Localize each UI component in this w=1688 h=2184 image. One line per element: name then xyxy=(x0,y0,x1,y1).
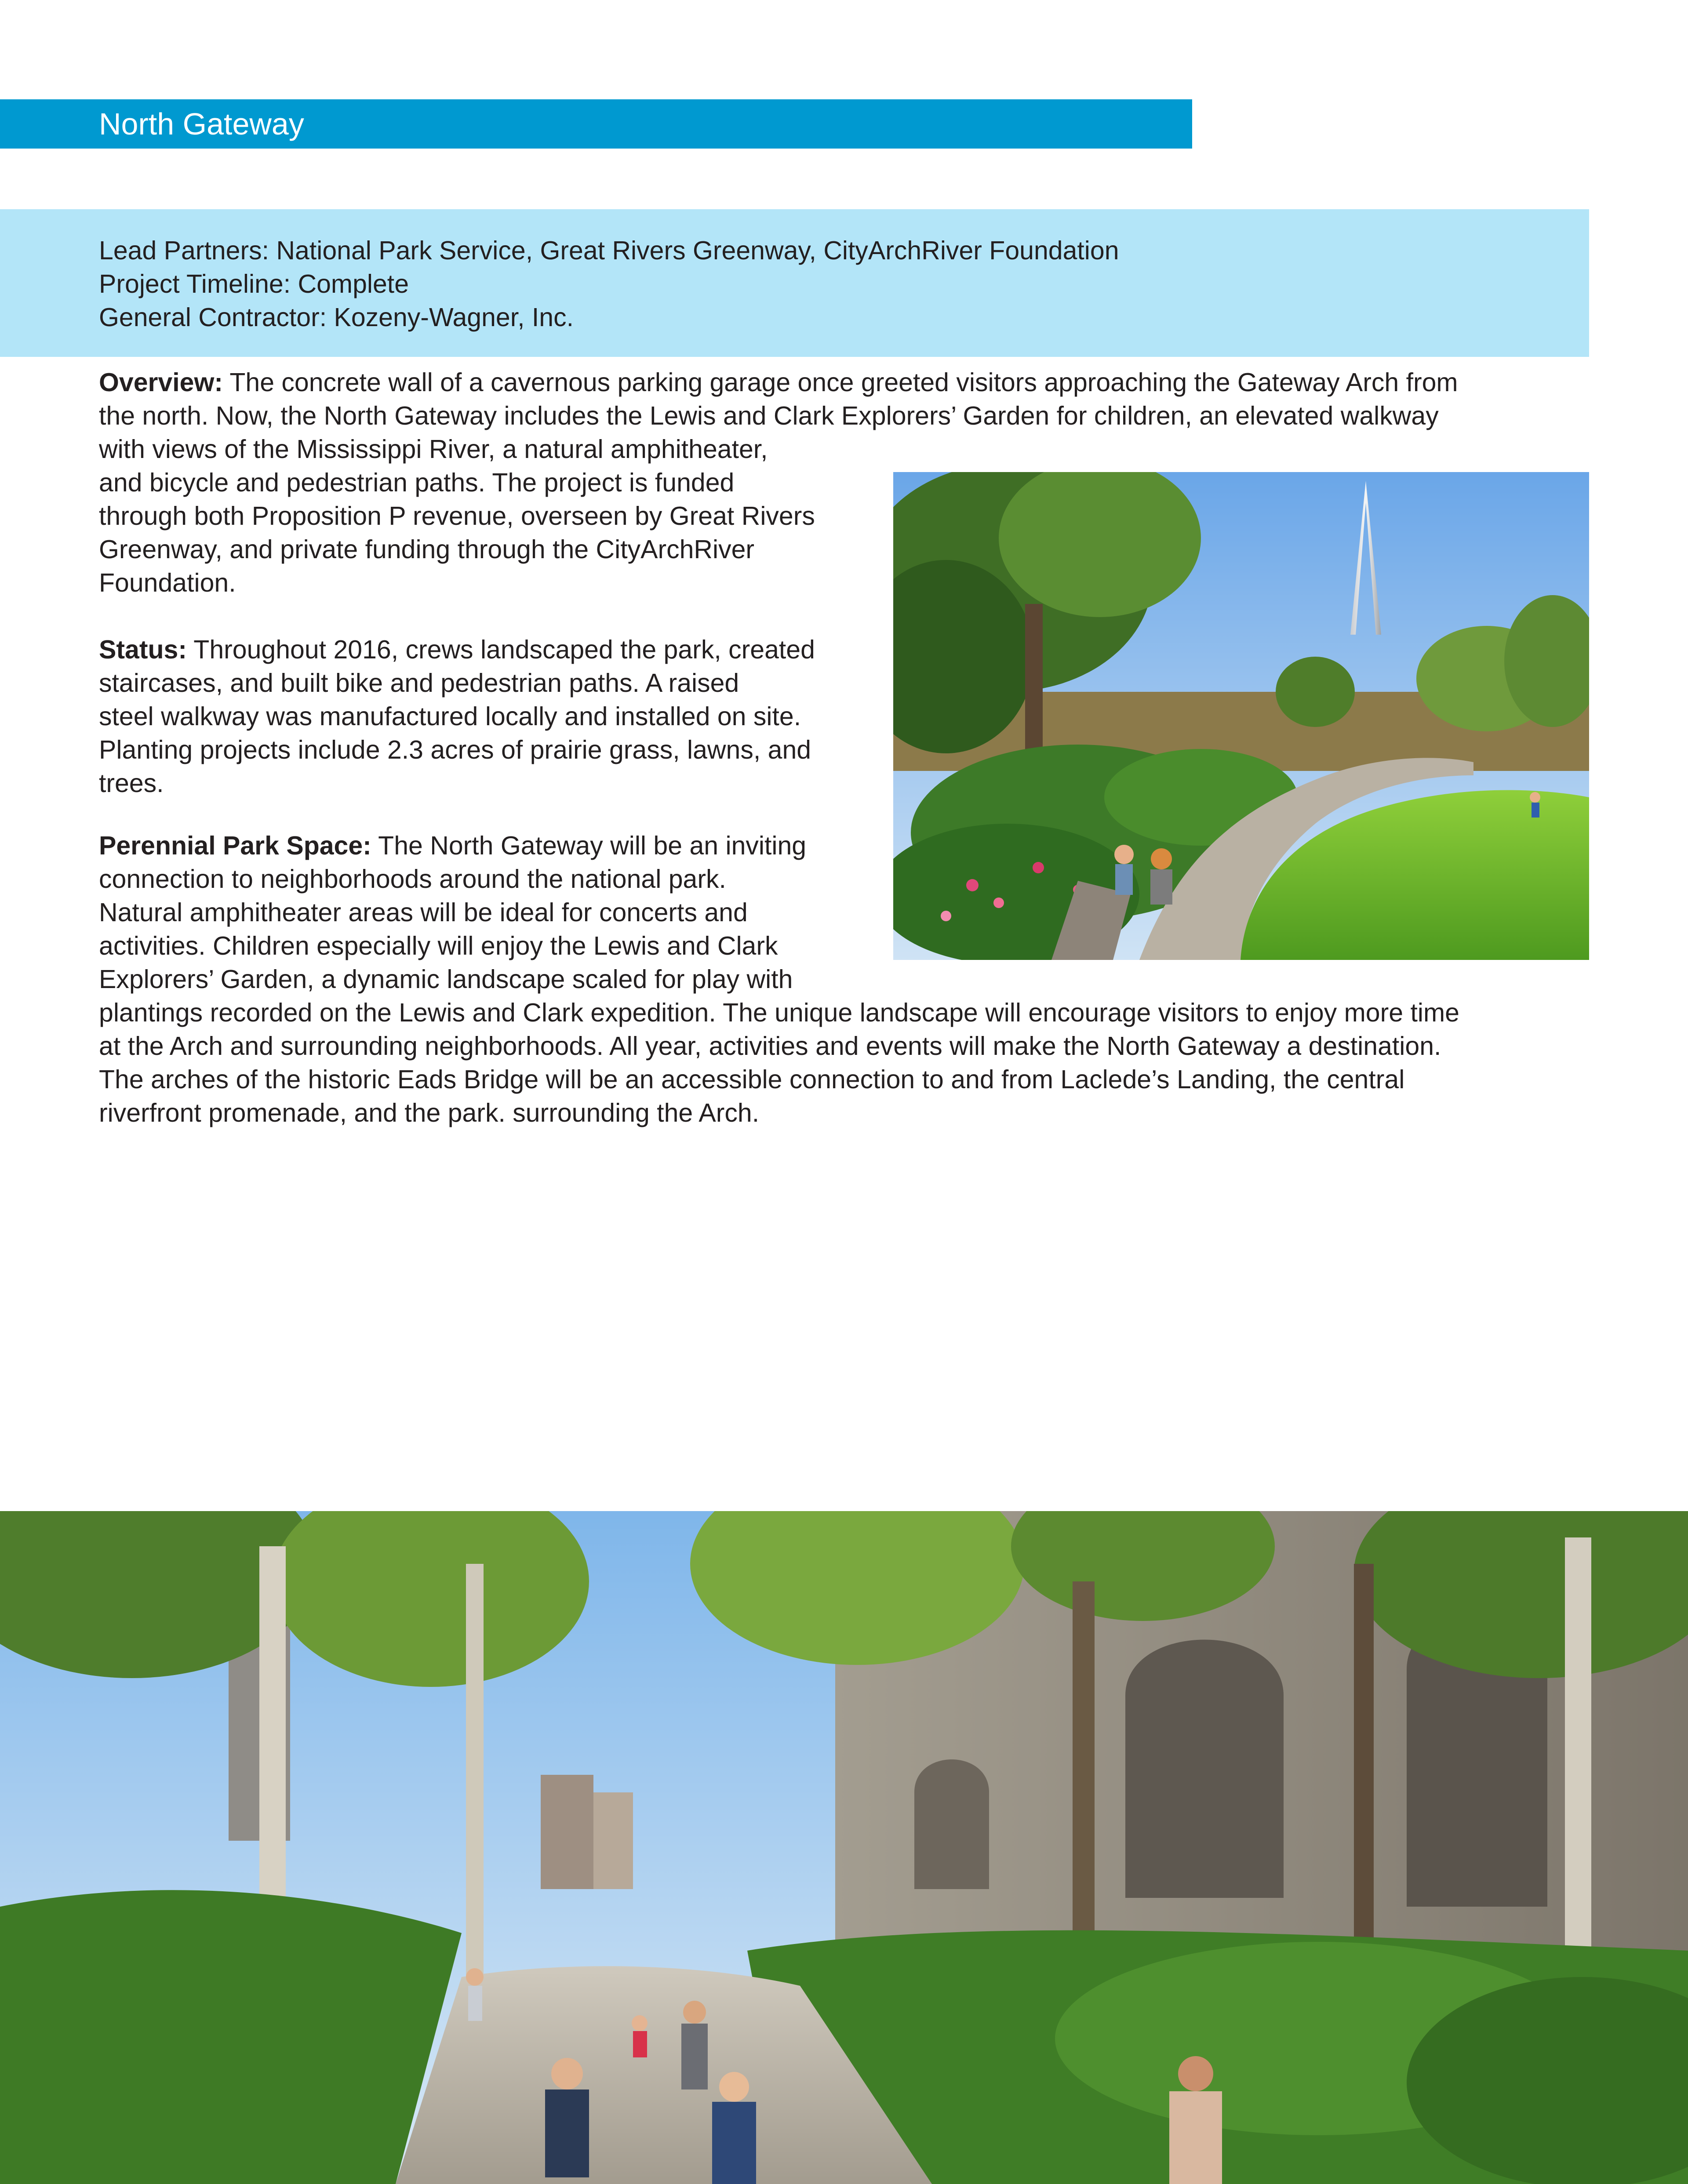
perennial-line: Perennial Park Space: The North Gateway will be an inviting xyxy=(99,831,807,860)
status-line: Planting projects include 2.3 acres of prairie grass, lawns, and xyxy=(99,735,811,764)
general-contractor: General Contractor: Kozeny-Wagner, Inc. xyxy=(99,303,574,332)
section-title-bar xyxy=(0,99,1192,149)
overview-line: with views of the Mississippi River, a natural amphitheater, xyxy=(99,435,768,464)
overview-line: through both Proposition P revenue, overseen by Great Rivers xyxy=(99,501,815,531)
perennial-line: plantings recorded on the Lewis and Clark expedition. The unique landscape will encourage visitors to enjoy more time xyxy=(99,998,1459,1027)
status-line: steel walkway was manufactured locally and installed on site. xyxy=(99,702,801,731)
perennial-line: at the Arch and surrounding neighborhoods. All year, activities and events will make the North Gateway a destination. xyxy=(99,1032,1441,1061)
perennial-line: The arches of the historic Eads Bridge will be an accessible connection to and from Laclede’s Landing, the central xyxy=(99,1065,1405,1094)
overview-label: Overview: xyxy=(99,368,223,397)
overview-line: Greenway, and private funding through the CityArchRiver xyxy=(99,535,755,564)
perennial-line: Explorers’ Garden, a dynamic landscape scaled for play with xyxy=(99,965,793,994)
overview-line: Overview: The concrete wall of a cavernous parking garage once greeted visitors approaching the Gateway Arch from xyxy=(99,368,1458,397)
status-line: trees. xyxy=(99,769,164,798)
status-line: staircases, and built bike and pedestrian paths. A raised xyxy=(99,669,739,698)
section-title: North Gateway xyxy=(99,107,304,141)
eads-bridge-walkway-photo xyxy=(0,1511,1688,2184)
overview-line: and bicycle and pedestrian paths. The project is funded xyxy=(99,468,735,497)
status-label: Status: xyxy=(99,635,187,664)
overview-line: the north. Now, the North Gateway includes the Lewis and Clark Explorers’ Garden for children, an elevated walkway xyxy=(99,401,1439,430)
perennial-line: activities. Children especially will enjoy the Lewis and Clark xyxy=(99,931,778,960)
perennial-line: riverfront promenade, and the park. surrounding the Arch. xyxy=(99,1098,760,1127)
perennial-line: connection to neighborhoods around the national park. xyxy=(99,865,726,894)
project-info-box xyxy=(0,209,1589,357)
lead-partners: Lead Partners: National Park Service, Great Rivers Greenway, CityArchRiver Foundation xyxy=(99,236,1119,265)
perennial-label: Perennial Park Space: xyxy=(99,831,371,860)
arch-garden-photo xyxy=(893,472,1589,960)
perennial-line: Natural amphitheater areas will be ideal for concerts and xyxy=(99,898,748,927)
project-timeline: Project Timeline: Complete xyxy=(99,269,409,298)
status-line: Status: Throughout 2016, crews landscaped the park, created xyxy=(99,635,815,664)
overview-line: Foundation. xyxy=(99,568,236,597)
